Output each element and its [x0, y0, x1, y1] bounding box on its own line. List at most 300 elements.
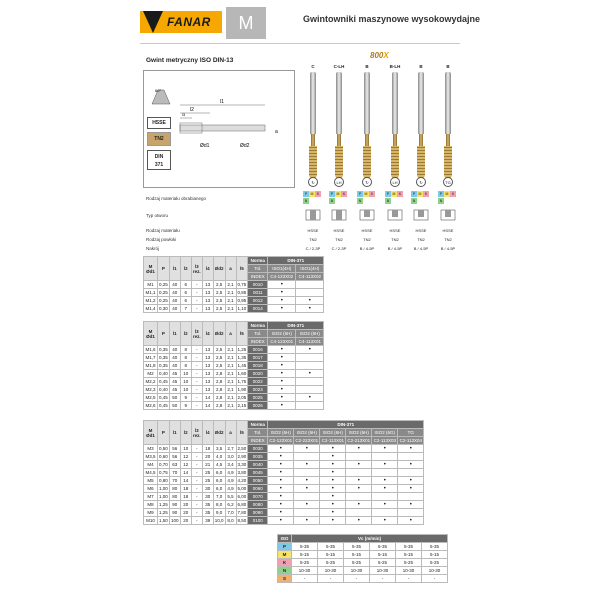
index-code: C2-113X03 — [373, 438, 397, 443]
vc-value: 5-25 — [396, 559, 422, 567]
table-cell: 0,45 — [159, 395, 168, 400]
table-cell: 0,85 — [237, 290, 247, 295]
column-header: M Ød1 — [144, 421, 158, 445]
vc-value: 10-30 — [344, 567, 370, 575]
table-cell: M1,2 — [145, 298, 156, 303]
tap-tool-image — [360, 72, 374, 188]
column-header: Ød2 — [213, 421, 225, 445]
table-cell: 20 — [180, 501, 191, 509]
table-cell: 1,00 — [159, 486, 168, 491]
table-cell — [296, 378, 324, 386]
table-cell: 0,40 — [159, 387, 168, 392]
table-cell — [346, 453, 372, 461]
table-cell: • — [320, 445, 346, 453]
index-code: C2-223X01 — [295, 438, 319, 443]
table-cell: 0040 — [248, 461, 268, 469]
tool-dimension-diagram — [170, 85, 290, 165]
table-cell: - — [191, 402, 202, 410]
table-cell: 3,0 — [225, 453, 236, 461]
table-cell: 3,30 — [237, 462, 247, 467]
table-cell: 80 — [169, 493, 180, 501]
table-cell: 50 — [169, 394, 180, 402]
column-header: l4 — [202, 421, 213, 445]
dimension-table — [143, 321, 324, 410]
table-cell: 10 — [180, 445, 191, 453]
table-cell: 30 — [202, 493, 213, 501]
table-cell: - — [191, 461, 202, 469]
tolerance-value: ISO2 (6H) — [268, 330, 296, 338]
table-cell: • — [294, 477, 320, 485]
material-icon: HSSE — [147, 117, 171, 129]
table-cell: 4,9 — [225, 485, 236, 493]
table-cell: 0017 — [248, 354, 268, 362]
table-cell: 6,0 — [213, 477, 225, 485]
vc-value: 5-25 — [422, 559, 448, 567]
table-cell: M3,5 — [145, 454, 156, 459]
table-cell: • — [268, 362, 296, 370]
series-brand — [370, 51, 389, 60]
table-cell: 14 — [202, 402, 213, 410]
table-cell: 13 — [202, 370, 213, 378]
table-cell — [346, 469, 372, 477]
table-cell: M1,1 — [145, 290, 156, 295]
table-cell: 8 — [180, 346, 191, 354]
table-cell: - — [191, 305, 202, 313]
table-cell: M1,8 — [145, 363, 156, 368]
vc-value: - — [370, 575, 396, 583]
table-cell: 18 — [180, 485, 191, 493]
table-cell: 18 — [180, 493, 191, 501]
table-cell: 5,5 — [225, 493, 236, 501]
iso-group-badge: M — [278, 551, 292, 559]
table-cell: M1,6 — [145, 347, 156, 352]
table-cell: • — [268, 346, 296, 354]
table-cell: 0,35 — [159, 363, 168, 368]
spec-material-value: HSSE — [415, 228, 427, 233]
table-cell: 100 — [171, 518, 179, 523]
table-cell: - — [191, 289, 202, 297]
vc-value: 5-35 — [318, 543, 344, 551]
table-cell: 0030 — [248, 445, 268, 453]
column-header: l3 rez. — [191, 322, 202, 346]
rotation-direction-icon: ↻ — [416, 177, 426, 187]
svg-text:Ød1: Ød1 — [200, 143, 210, 149]
vc-row — [278, 559, 448, 567]
table-row — [144, 305, 324, 313]
table-cell: 63 — [169, 461, 180, 469]
table-cell: • — [268, 386, 296, 394]
label-coating: Rodzaj powłoki — [146, 237, 177, 242]
table-cell: • — [294, 517, 320, 525]
column-header: a — [225, 257, 236, 281]
rotation-direction-icon: LH — [334, 177, 344, 187]
table-cell: • — [346, 461, 372, 469]
table-row — [144, 281, 324, 289]
vc-row — [278, 567, 448, 575]
table-cell: 2,50 — [237, 446, 247, 451]
table-cell: - — [191, 493, 202, 501]
vc-value: 5-25 — [370, 559, 396, 567]
page-title: Gwintowniki maszynowe wysokowydajne — [303, 14, 481, 24]
vc-value: 5-15 — [422, 551, 448, 559]
column-header: P — [158, 322, 170, 346]
table-cell: 1,10 — [237, 306, 247, 311]
rotation-direction-icon: ↻ — [308, 177, 318, 187]
table-cell: 35 — [202, 509, 213, 517]
table-cell: 0,50 — [159, 446, 168, 451]
table-cell: • — [268, 477, 294, 485]
table-cell: 0023 — [248, 386, 268, 394]
table-cell: 0035 — [248, 453, 268, 461]
table-cell: • — [296, 305, 324, 313]
table-cell: 18 — [202, 445, 213, 453]
table-row — [144, 453, 424, 461]
table-cell — [296, 402, 324, 410]
vc-value: 5-35 — [292, 543, 318, 551]
table-cell: 20 — [180, 509, 191, 517]
column-header: Ød2 — [213, 322, 225, 346]
table-cell: 7,80 — [237, 510, 247, 515]
table-cell: 6 — [180, 297, 191, 305]
table-cell — [294, 493, 320, 501]
table-cell: • — [320, 485, 346, 493]
table-cell: M6 — [144, 485, 158, 493]
vc-value: - — [318, 575, 344, 583]
table-cell: 2,8 — [213, 394, 225, 402]
vc-value: 5-25 — [344, 559, 370, 567]
table-cell: • — [398, 461, 424, 469]
table-cell: 6,0 — [213, 485, 225, 493]
table-cell: 0,45 — [159, 379, 168, 384]
vc-header: Vc (m/min) — [292, 535, 448, 543]
table-cell — [372, 509, 398, 517]
table-row — [144, 445, 424, 453]
table-cell: - — [191, 378, 202, 386]
spec-material-value: HSSE — [307, 228, 319, 233]
iso-group-badge: P — [278, 543, 292, 551]
table-cell: 6,80 — [237, 502, 247, 507]
table-cell: 2,5 — [213, 305, 225, 313]
table-cell: • — [320, 509, 346, 517]
coating-icon: TN2 — [147, 132, 171, 146]
table-cell: • — [268, 485, 294, 493]
table-cell: 2,8 — [213, 370, 225, 378]
table-cell: 1,50 — [159, 518, 168, 523]
column-header: l2 — [180, 322, 191, 346]
table-cell: • — [294, 501, 320, 509]
iso-group-badge: S — [278, 575, 292, 583]
table-cell: 0018 — [248, 362, 268, 370]
table-cell — [294, 453, 320, 461]
norm-value: DIN-371 — [268, 322, 324, 330]
table-cell: - — [191, 362, 202, 370]
spec-coating-value: TN2 — [391, 237, 399, 242]
workpiece-material-icon: P M K N — [439, 192, 455, 203]
table-cell — [346, 493, 372, 501]
column-header: l5 — [236, 322, 248, 346]
table-cell: 40 — [169, 281, 180, 289]
table-row — [144, 354, 324, 362]
table-cell: 2,1 — [225, 394, 236, 402]
spec-chamfer-value: B / 4-5P — [440, 246, 456, 251]
tolerance-value: ISO1(4H) — [296, 265, 324, 273]
index-code: C4-113X02 — [296, 273, 324, 281]
table-cell: 1,45 — [237, 363, 247, 368]
table-cell: 2,8 — [213, 386, 225, 394]
svg-text:a: a — [275, 129, 278, 135]
row-label-index: INDEX — [248, 273, 268, 281]
table-cell: 7,0 — [225, 509, 236, 517]
table-cell: 13 — [202, 362, 213, 370]
column-header: l3 rez. — [191, 257, 202, 281]
column-header: M Ød1 — [144, 257, 158, 281]
table-cell: 40 — [169, 346, 180, 354]
table-cell: • — [372, 517, 398, 525]
table-cell: • — [268, 394, 296, 402]
table-cell — [398, 469, 424, 477]
table-cell: 6,0 — [213, 469, 225, 477]
thread-standard-title: Gwint metryczny ISO DIN-13 — [146, 57, 234, 64]
table-cell: 8,0 — [225, 517, 236, 525]
table-cell: 2,90 — [237, 454, 247, 459]
table-cell: M2,6 — [145, 403, 156, 408]
table-cell: 10 — [180, 378, 191, 386]
vc-value: - — [422, 575, 448, 583]
table-cell: 2,1 — [225, 297, 236, 305]
tool-column-header: C — [311, 64, 315, 69]
table-cell: 2,1 — [225, 370, 236, 378]
column-header: l2 — [180, 257, 191, 281]
vc-value: 5-35 — [396, 543, 422, 551]
table-cell: 70 — [169, 477, 180, 485]
table-cell: 25 — [202, 469, 213, 477]
table-cell: • — [398, 517, 424, 525]
table-cell: 7,0 — [213, 493, 225, 501]
table-cell: M2,2 — [145, 379, 156, 384]
rotation-direction-icon: LH — [390, 177, 400, 187]
table-cell: 56 — [169, 445, 180, 453]
table-cell: M4,5 — [145, 470, 156, 475]
table-cell: • — [268, 289, 296, 297]
table-row — [144, 517, 424, 525]
table-cell: • — [398, 485, 424, 493]
table-cell: M4 — [144, 461, 158, 469]
table-cell: 0045 — [248, 469, 268, 477]
label-chamfer: Nakrój — [146, 246, 160, 251]
table-cell: 39 — [202, 517, 213, 525]
table-cell: 1,35 — [237, 355, 247, 360]
table-cell: - — [191, 346, 202, 354]
logo-text: FANAR — [167, 15, 211, 29]
table-cell: 90 — [169, 501, 180, 509]
vc-value: 5-25 — [318, 559, 344, 567]
table-cell — [296, 362, 324, 370]
table-cell: 14 — [180, 477, 191, 485]
tool-column-header: C-LH — [333, 64, 345, 69]
vc-value: 5-15 — [292, 551, 318, 559]
table-cell: 8 — [180, 354, 191, 362]
spec-coating-value: TN2 — [335, 237, 343, 242]
svg-text:l1: l1 — [220, 99, 224, 105]
column-header: l5 — [236, 421, 248, 445]
label-tool-material: Rodzaj materiału — [146, 228, 180, 233]
table-cell: - — [191, 394, 202, 402]
svg-text:l2: l2 — [190, 107, 194, 113]
spec-material-value: HSSE — [361, 228, 373, 233]
table-cell: 2,5 — [213, 281, 225, 289]
table-cell: 13 — [202, 289, 213, 297]
table-cell: 0,95 — [237, 298, 247, 303]
tolerance-value: ISO2 (6H) — [294, 429, 320, 437]
table-row — [144, 370, 324, 378]
table-cell: 3,80 — [237, 470, 247, 475]
table-row — [144, 402, 324, 410]
row-label-norm: Norma — [248, 322, 268, 330]
table-cell: 0016 — [248, 346, 268, 354]
table-cell: 2,5 — [213, 289, 225, 297]
spec-material-value: HSSE — [442, 228, 454, 233]
table-cell: 2,1 — [225, 386, 236, 394]
table-cell: M3 — [144, 445, 158, 453]
table-cell: • — [268, 354, 296, 362]
table-cell — [296, 289, 324, 297]
column-header: l4 — [202, 257, 213, 281]
table-cell: 0014 — [248, 305, 268, 313]
table-cell: M9 — [144, 509, 158, 517]
tap-tool-image — [306, 72, 320, 188]
vc-value: - — [292, 575, 318, 583]
table-cell: 6 — [180, 281, 191, 289]
table-cell: - — [191, 501, 202, 509]
index-code: C4-123X01 — [268, 338, 296, 346]
spec-chamfer-value: C / 2-3P — [331, 246, 347, 251]
tolerance-value: ISO2 (6H) — [268, 429, 294, 437]
table-cell: 13 — [202, 346, 213, 354]
table-cell: 2,5 — [213, 362, 225, 370]
table-cell: 2,1 — [225, 305, 236, 313]
table-cell: • — [346, 445, 372, 453]
index-code: C2-113X04 — [399, 438, 423, 443]
hole-type-icon — [328, 209, 350, 222]
table-cell: 12 — [180, 453, 191, 461]
table-cell: 0070 — [248, 493, 268, 501]
table-cell: 45 — [169, 386, 180, 394]
table-cell: 25 — [202, 477, 213, 485]
svg-text:60°: 60° — [155, 88, 162, 93]
fanar-logo — [140, 11, 222, 33]
index-code: C4-123X02 — [268, 273, 296, 281]
table-cell: 2,15 — [237, 403, 247, 408]
table-cell: 1,25 — [159, 510, 168, 515]
column-header: l1 — [169, 421, 180, 445]
iso-group-badge: N — [278, 567, 292, 575]
table-cell: • — [268, 378, 296, 386]
table-cell: 2,5 — [213, 354, 225, 362]
table-cell: M8 — [144, 501, 158, 509]
table-cell: 8,50 — [237, 518, 247, 523]
column-header: Ød2 — [213, 257, 225, 281]
standard-line1: DIN — [154, 154, 164, 160]
table-row — [144, 289, 324, 297]
workpiece-material-icon: P M K N — [304, 192, 320, 203]
tolerance-value: ISO2 (6H) — [320, 429, 346, 437]
table-cell: • — [372, 445, 398, 453]
tool-column-header: B — [419, 64, 423, 69]
dimension-table — [143, 420, 424, 525]
table-cell: 9 — [180, 402, 191, 410]
table-cell: 2,7 — [225, 445, 236, 453]
column-header: l4 — [202, 322, 213, 346]
svg-text:l3: l3 — [182, 112, 186, 117]
table-row — [144, 469, 424, 477]
header-divider — [140, 43, 460, 44]
table-cell: - — [191, 354, 202, 362]
table-cell: 35 — [202, 501, 213, 509]
workpiece-material-icon: P M K N — [386, 192, 402, 203]
table-cell: 0100 — [248, 517, 268, 525]
table-cell: 0025 — [248, 394, 268, 402]
table-cell: • — [294, 485, 320, 493]
table-cell: 13 — [202, 297, 213, 305]
table-cell: M7 — [144, 493, 158, 501]
iso-group-badge: K — [278, 559, 292, 567]
table-cell: 40 — [169, 305, 180, 313]
table-row — [144, 509, 424, 517]
row-label-norm: Norma — [248, 421, 268, 429]
tap-tool-image — [388, 72, 402, 188]
table-cell: 40 — [169, 354, 180, 362]
hole-type-icon — [302, 209, 324, 222]
iso-header: ISO — [278, 535, 292, 543]
table-cell: • — [296, 370, 324, 378]
vc-value: - — [396, 575, 422, 583]
table-cell: • — [268, 469, 294, 477]
vc-value: 5-35 — [370, 543, 396, 551]
table-cell: • — [268, 453, 294, 461]
spec-coating-value: TN2 — [444, 237, 452, 242]
table-cell: • — [268, 305, 296, 313]
table-cell: 2,05 — [237, 395, 247, 400]
vc-value: 5-35 — [422, 543, 448, 551]
table-cell: • — [398, 501, 424, 509]
table-cell: 0,25 — [159, 298, 168, 303]
table-cell: - — [191, 386, 202, 394]
index-code: C2-123X01 — [269, 438, 293, 443]
chamfer-angle-icon — [150, 86, 172, 108]
column-header: a — [225, 421, 236, 445]
table-cell: M2,3 — [145, 387, 156, 392]
table-cell: 21 — [202, 461, 213, 469]
table-row — [144, 386, 324, 394]
table-cell: 0,30 — [159, 306, 168, 311]
table-cell: • — [320, 501, 346, 509]
table-row — [144, 394, 324, 402]
table-cell: • — [296, 346, 324, 354]
row-label-index: INDEX — [248, 437, 268, 445]
vc-value: 10-30 — [292, 567, 318, 575]
table-cell — [372, 493, 398, 501]
table-row — [144, 485, 424, 493]
tolerance-value: ISO1(4H) — [268, 265, 296, 273]
table-cell — [372, 469, 398, 477]
table-cell: 20 — [180, 517, 191, 525]
table-cell: - — [191, 477, 202, 485]
table-cell: 2,1 — [225, 281, 236, 289]
tap-tool-image — [332, 72, 346, 188]
table-cell: 2,8 — [213, 402, 225, 410]
column-header: l1 — [169, 257, 180, 281]
vc-value: 10-30 — [396, 567, 422, 575]
